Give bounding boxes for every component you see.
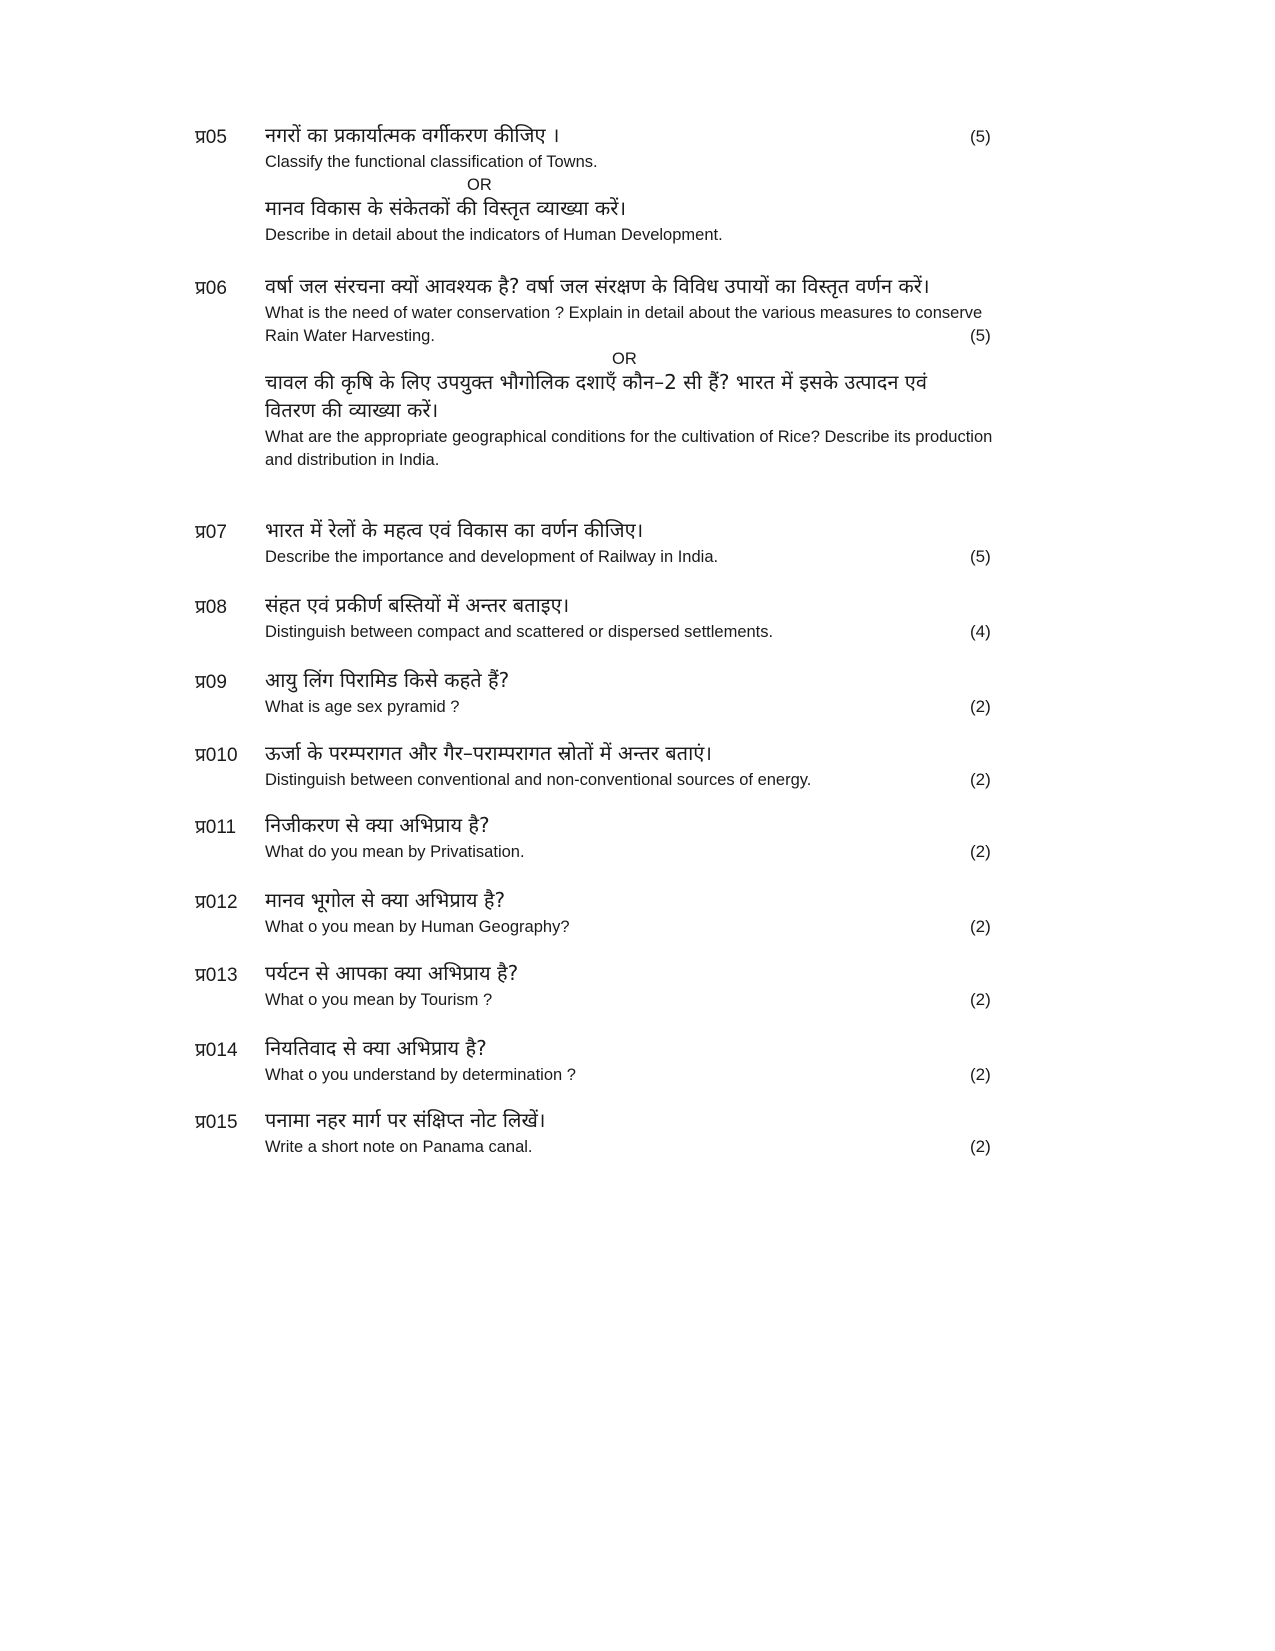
question-marks: (5) xyxy=(970,547,991,566)
question-number: प्र08 xyxy=(195,597,227,618)
question-english: Describe the importance and development of Railway in India. xyxy=(265,548,719,566)
question-number: प्र09 xyxy=(195,672,227,693)
or-separator: OR xyxy=(467,176,492,194)
question-english: What o you mean by Human Geography? xyxy=(265,918,570,936)
question-number: प्र012 xyxy=(195,892,238,913)
question-number: प्र011 xyxy=(195,817,237,838)
question-english: What do you mean by Privatisation. xyxy=(265,843,525,861)
question-english: Write a short note on Panama canal. xyxy=(265,1138,533,1156)
question-english-line-1: What is the need of water conservation ? Explain in detail about the various measures to conserve xyxy=(265,304,983,322)
question-english-line-2: Rain Water Harvesting. xyxy=(265,327,435,345)
question-marks: (2) xyxy=(970,917,991,936)
alternative-question-english-line-2: and distribution in India. xyxy=(265,451,440,469)
question-hindi: पर्यटन से आपका क्या अभिप्राय है? xyxy=(265,961,519,985)
alternative-question-english: Describe in detail about the indicators of Human Development. xyxy=(265,226,723,244)
alternative-question-hindi-line-1: चावल की कृषि के लिए उपयुक्त भौगोलिक दशाएँ कौन–2 सी हैं? भारत में इसके उत्पादन एवं xyxy=(265,370,927,394)
question-number: प्र013 xyxy=(195,965,238,986)
or-separator: OR xyxy=(612,350,637,368)
question-hindi: नगरों का प्रकार्यात्मक वर्गीकरण कीजिए । xyxy=(265,123,560,147)
question-hindi: नियतिवाद से क्या अभिप्राय है? xyxy=(265,1036,487,1060)
question-number: प्र010 xyxy=(195,745,238,766)
question-hindi: संहत एवं प्रकीर्ण बस्तियों में अन्तर बताइए। xyxy=(265,593,570,617)
question-marks: (4) xyxy=(970,622,991,641)
question-hindi: निजीकरण से क्या अभिप्राय है? xyxy=(265,813,490,837)
question-hindi: मानव भूगोल से क्या अभिप्राय है? xyxy=(265,888,506,912)
question-marks: (5) xyxy=(970,127,991,146)
question-marks: (2) xyxy=(970,1065,991,1084)
question-hindi: वर्षा जल संरचना क्यों आवश्यक है? वर्षा जल संरक्षण के विविध उपायों का विस्तृत वर्णन करें। xyxy=(265,274,930,298)
question-hindi: भारत में रेलों के महत्व एवं विकास का वर्णन कीजिए। xyxy=(265,518,644,542)
question-english: What o you mean by Tourism ? xyxy=(265,991,493,1009)
question-marks: (5) xyxy=(970,326,991,345)
question-english: Distinguish between conventional and non-conventional sources of energy. xyxy=(265,771,812,789)
question-number: प्र07 xyxy=(195,522,227,543)
question-hindi: पनामा नहर मार्ग पर संक्षिप्त नोट लिखें। xyxy=(265,1108,546,1132)
question-english: Distinguish between compact and scattered or dispersed settlements. xyxy=(265,623,774,641)
question-number: प्र05 xyxy=(195,127,227,148)
question-number: प्र06 xyxy=(195,278,227,299)
question-number: प्र014 xyxy=(195,1040,238,1061)
question-marks: (2) xyxy=(970,990,991,1009)
question-marks: (2) xyxy=(970,697,991,716)
question-english: What is age sex pyramid ? xyxy=(265,698,460,716)
alternative-question-hindi: मानव विकास के संकेतकों की विस्तृत व्याख्या करें। xyxy=(265,196,627,220)
alternative-question-hindi-line-2: वितरण की व्याख्या करें। xyxy=(265,398,439,422)
question-hindi: ऊर्जा के परम्परागत और गैर–पराम्परागत स्रोतों में अन्तर बताएं। xyxy=(265,741,712,765)
question-hindi: आयु लिंग पिरामिड किसे कहते हैं? xyxy=(265,668,510,692)
question-english: What o you understand by determination ? xyxy=(265,1066,576,1084)
alternative-question-english-line-1: What are the appropriate geographical conditions for the cultivation of Rice? Describe its production xyxy=(265,428,993,446)
question-number: प्र015 xyxy=(195,1112,238,1133)
question-marks: (2) xyxy=(970,842,991,861)
question-marks: (2) xyxy=(970,770,991,789)
question-marks: (2) xyxy=(970,1137,991,1156)
question-english: Classify the functional classification of Towns. xyxy=(265,153,598,171)
